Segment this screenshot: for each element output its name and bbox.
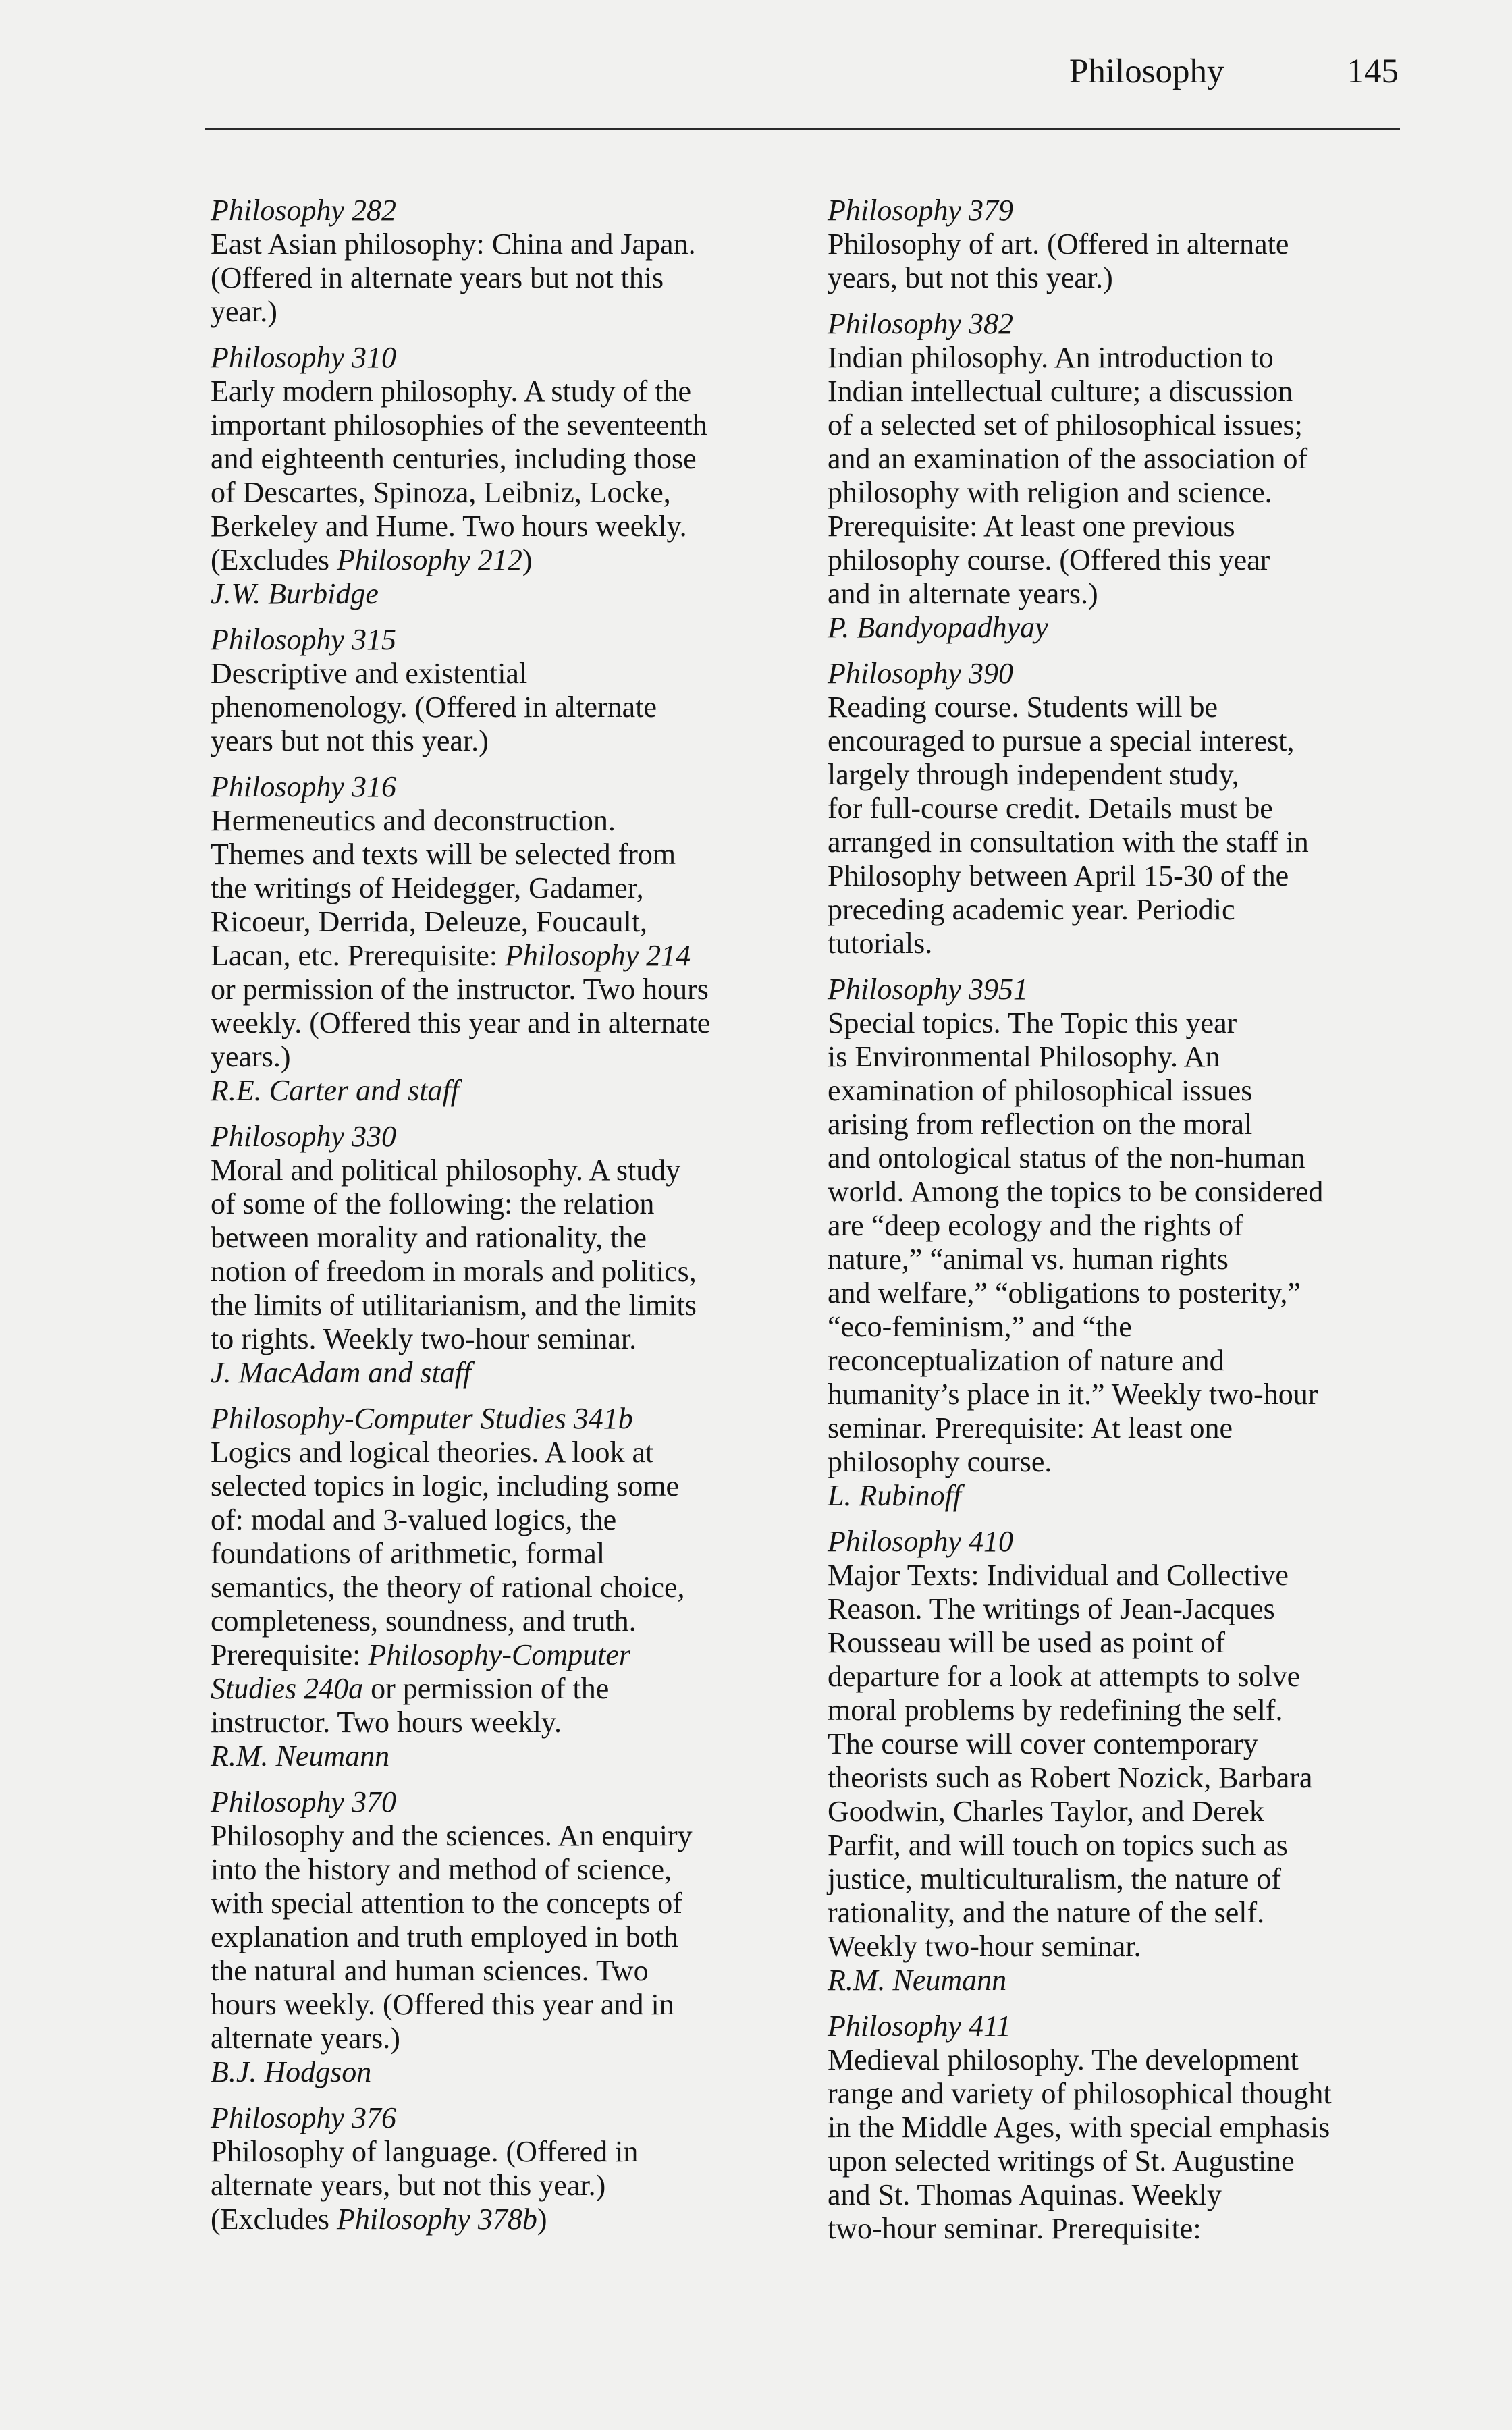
course-description-line: instructor. Two hours weekly. <box>211 1706 562 1739</box>
course-description-line: Hermeneutics and deconstruction. <box>211 804 616 837</box>
course-entry-411 <box>828 2009 1408 2246</box>
course-description-line: Parfit, and will touch on topics such as <box>828 1829 1288 1862</box>
course-title: Philosophy 376 <box>211 2101 396 2134</box>
course-description-line: alternate years.) <box>211 2022 400 2055</box>
prereq-prefix: Prerequisite: <box>211 1638 369 1671</box>
instructor: L. Rubinoff <box>828 1479 962 1512</box>
prereq-course-ref: Philosophy 214 <box>505 939 691 972</box>
course-description-line: Major Texts: Individual and Collective <box>828 1559 1289 1592</box>
course-entry-390 <box>828 657 1408 961</box>
course-description-line: justice, multiculturalism, the nature of <box>828 1862 1282 1895</box>
course-description-line: completeness, soundness, and truth. <box>211 1604 637 1638</box>
course-title: Philosophy 330 <box>211 1120 396 1153</box>
course-description-line: is Environmental Philosophy. An <box>828 1040 1220 1073</box>
course-description-line: Berkeley and Hume. Two hours weekly. <box>211 510 687 543</box>
course-title: Philosophy 382 <box>828 307 1013 340</box>
course-title: Philosophy 315 <box>211 623 396 656</box>
course-description-line: reconceptualization of nature and <box>828 1344 1224 1377</box>
course-title: Philosophy 410 <box>828 1525 1013 1558</box>
course-description-line: humanity’s place in it.” Weekly two-hour <box>828 1378 1318 1411</box>
course-description-line: nature,” “animal vs. human rights <box>828 1243 1228 1276</box>
course-description-line: Indian philosophy. An introduction to <box>828 341 1274 374</box>
course-description-line: Rousseau will be used as point of <box>828 1626 1226 1659</box>
course-description-line: Reading course. Students will be <box>828 691 1218 724</box>
course-title: Philosophy 3951 <box>828 973 1028 1006</box>
course-entry-370 <box>211 1785 805 2089</box>
course-title: Philosophy 411 <box>828 2009 1011 2043</box>
course-description-line: departure for a look at attempts to solve <box>828 1660 1301 1693</box>
course-title: Philosophy 282 <box>211 194 396 227</box>
course-entry-382 <box>828 307 1408 645</box>
course-description-line: Reason. The writings of Jean-Jacques <box>828 1592 1275 1625</box>
course-entry-282 <box>211 194 805 329</box>
course-description-line: Indian intellectual culture; a discussion <box>828 375 1293 408</box>
course-description-line: Medieval philosophy. The development <box>828 2043 1299 2076</box>
course-description-line: arranged in consultation with the staff in <box>828 826 1309 859</box>
course-description-line: with special attention to the concepts of <box>211 1887 682 1920</box>
course-description-line: arising from reflection on the moral <box>828 1108 1253 1141</box>
prereq-suffix: or permission of the <box>363 1672 610 1705</box>
course-title: Philosophy 310 <box>211 341 396 374</box>
course-description-line: selected topics in logic, including some <box>211 1469 680 1503</box>
course-description-line: into the history and method of science, <box>211 1853 672 1886</box>
course-description-line: of: modal and 3-valued logics, the <box>211 1503 617 1536</box>
course-description-line: theorists such as Robert Nozick, Barbara <box>828 1761 1313 1794</box>
course-description-line: Philosophy between April 15-30 of the <box>828 859 1289 892</box>
course-description-line: and eighteenth centuries, including those <box>211 442 697 475</box>
course-description-line: and ontological status of the non-human <box>828 1141 1305 1174</box>
prerequisite-line <box>211 1672 805 1706</box>
header-rule <box>205 128 1400 130</box>
course-description-line: and an examination of the association of <box>828 442 1308 475</box>
course-description-line: and in alternate years.) <box>828 577 1098 610</box>
course-description-line: seminar. Prerequisite: At least one <box>828 1411 1233 1444</box>
course-title: Philosophy-Computer Studies 341b <box>211 1402 633 1435</box>
course-description-line: foundations of arithmetic, formal <box>211 1537 605 1570</box>
course-description-line: of some of the following: the relation <box>211 1187 655 1220</box>
course-description-line: the limits of utilitarianism, and the limits <box>211 1289 697 1322</box>
course-description-line: philosophy with religion and science. <box>828 476 1272 509</box>
course-description-line: of Descartes, Spinoza, Leibniz, Locke, <box>211 476 671 509</box>
course-description-line: “eco-feminism,” and “the <box>828 1310 1132 1343</box>
course-description-line: notion of freedom in morals and politics, <box>211 1255 697 1288</box>
prereq-prefix: Lacan, etc. Prerequisite: <box>211 939 506 972</box>
course-description-line: years.) <box>211 1040 291 1073</box>
course-description-line: important philosophies of the seventeenth <box>211 408 707 441</box>
course-description-line: largely through independent study, <box>828 758 1239 791</box>
exclusion-note <box>211 543 805 577</box>
course-title: Philosophy 370 <box>211 1785 396 1818</box>
prereq-course-ref: Philosophy-Computer <box>368 1638 631 1671</box>
course-description-line: hours weekly. (Offered this year and in <box>211 1988 674 2021</box>
note-prefix: (Excludes <box>211 2203 337 2236</box>
prerequisite-line <box>211 939 805 973</box>
instructor: B.J. Hodgson <box>211 2055 372 2088</box>
running-head <box>1069 45 1399 99</box>
course-description-line: The course will cover contemporary <box>828 1727 1258 1760</box>
course-description-line: years, but not this year.) <box>828 261 1113 294</box>
course-description-line: Weekly two-hour seminar. <box>828 1930 1141 1963</box>
course-description-line: are “deep ecology and the rights of <box>828 1209 1243 1242</box>
instructor: J. MacAdam and staff <box>211 1356 472 1389</box>
course-description-line: (Offered in alternate years but not this <box>211 261 664 294</box>
course-description-line: the writings of Heidegger, Gadamer, <box>211 871 644 905</box>
course-description-line: range and variety of philosophical thought <box>828 2077 1332 2110</box>
course-entry-316 <box>211 770 805 1108</box>
course-description-line: Ricoeur, Derrida, Deleuze, Foucault, <box>211 905 647 938</box>
course-description-line: Descriptive and existential <box>211 657 528 690</box>
course-description-line: year.) <box>211 295 277 328</box>
note-course-ref: Philosophy 378b <box>336 2203 537 2236</box>
exclusion-note <box>211 2203 805 2236</box>
course-title: Philosophy 379 <box>828 194 1013 227</box>
course-description-line: examination of philosophical issues <box>828 1074 1253 1107</box>
course-title: Philosophy 390 <box>828 657 1013 690</box>
instructor: R.M. Neumann <box>211 1739 390 1773</box>
course-entry-315 <box>211 623 805 758</box>
note-course-ref: Philosophy 212 <box>336 543 522 576</box>
course-entry-3951 <box>828 973 1408 1513</box>
left-column <box>211 194 805 2248</box>
course-description-line: Philosophy and the sciences. An enquiry <box>211 1819 693 1852</box>
course-entry-341b <box>211 1402 805 1773</box>
course-description-line: of a selected set of philosophical issues; <box>828 408 1303 441</box>
course-description-line: alternate years, but not this year.) <box>211 2169 606 2202</box>
course-description-line: rationality, and the nature of the self. <box>828 1896 1265 1929</box>
course-description-line: Philosophy of language. (Offered in <box>211 2135 639 2168</box>
course-entry-376 <box>211 2101 805 2236</box>
course-entry-330 <box>211 1120 805 1390</box>
course-description-line: the natural and human sciences. Two <box>211 1954 649 1987</box>
course-description-line: world. Among the topics to be considered <box>828 1175 1324 1208</box>
note-suffix: ) <box>537 2203 547 2236</box>
course-description-line: explanation and truth employed in both <box>211 1920 678 1953</box>
course-entry-410 <box>828 1525 1408 1997</box>
course-description-line: Philosophy of art. (Offered in alternate <box>828 227 1289 261</box>
course-description-line: Themes and texts will be selected from <box>211 838 676 871</box>
instructor: R.M. Neumann <box>828 1964 1007 1997</box>
course-description-line: Logics and logical theories. A look at <box>211 1436 654 1469</box>
course-description-line: Special topics. The Topic this year <box>828 1006 1237 1040</box>
course-description-line: and St. Thomas Aquinas. Weekly <box>828 2178 1222 2211</box>
course-description-line: to rights. Weekly two-hour seminar. <box>211 1322 637 1355</box>
instructor: J.W. Burbidge <box>211 577 379 610</box>
instructor: P. Bandyopadhyay <box>828 611 1048 644</box>
prereq-course-ref: Studies 240a <box>211 1672 364 1705</box>
running-head-section: Philosophy <box>1069 53 1224 90</box>
page-number: 145 <box>1347 53 1399 90</box>
course-description-line: in the Middle Ages, with special emphasis <box>828 2111 1330 2144</box>
course-description-line: Prerequisite: At least one previous <box>828 510 1235 543</box>
course-description-line: philosophy course. <box>828 1445 1052 1478</box>
course-description-line: between morality and rationality, the <box>211 1221 647 1254</box>
course-description-line: years but not this year.) <box>211 724 489 757</box>
course-description-line: Moral and political philosophy. A study <box>211 1154 681 1187</box>
course-title: Philosophy 316 <box>211 770 396 803</box>
instructor: R.E. Carter and staff <box>211 1074 459 1107</box>
prerequisite-line <box>211 1638 805 1672</box>
course-description-line: Early modern philosophy. A study of the <box>211 375 692 408</box>
course-description-line: or permission of the instructor. Two hours <box>211 973 709 1006</box>
course-description-line: for full-course credit. Details must be <box>828 792 1273 825</box>
course-description-line: weekly. (Offered this year and in alternate <box>211 1006 711 1040</box>
note-prefix: (Excludes <box>211 543 337 576</box>
course-description-line: philosophy course. (Offered this year <box>828 543 1270 576</box>
course-description-line: preceding academic year. Periodic <box>828 893 1235 926</box>
course-entry-379 <box>828 194 1408 295</box>
course-description-line: two-hour seminar. Prerequisite: <box>828 2212 1202 2245</box>
course-description-line: encouraged to pursue a special interest, <box>828 724 1295 757</box>
course-description-line: tutorials. <box>828 927 933 960</box>
course-description-line: East Asian philosophy: China and Japan. <box>211 227 696 261</box>
right-column <box>828 194 1408 2258</box>
course-description-line: and welfare,” “obligations to posterity,” <box>828 1276 1301 1310</box>
note-suffix: ) <box>522 543 533 576</box>
course-description-line: semantics, the theory of rational choice, <box>211 1571 685 1604</box>
course-description-line: upon selected writings of St. Augustine <box>828 2144 1295 2178</box>
course-description-line: moral problems by redefining the self. <box>828 1694 1283 1727</box>
course-entry-310 <box>211 341 805 611</box>
course-description-line: phenomenology. (Offered in alternate <box>211 691 657 724</box>
course-description-line: Goodwin, Charles Taylor, and Derek <box>828 1795 1264 1828</box>
